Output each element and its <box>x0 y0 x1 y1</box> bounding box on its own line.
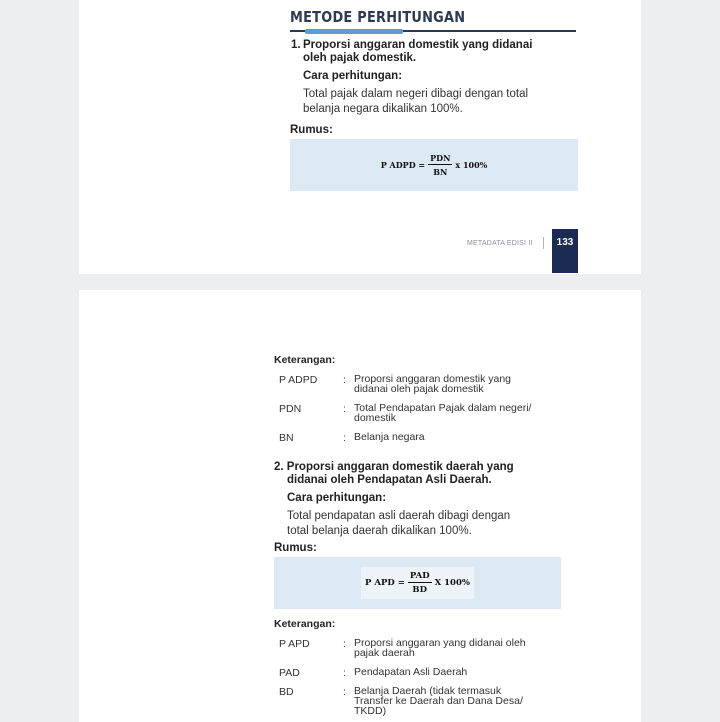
term-separator: : <box>343 432 346 444</box>
calc-label: Cara perhitungan: <box>287 492 387 504</box>
formula-box <box>290 139 578 191</box>
calc-text-line2: belanja negara dikalikan 100%. <box>303 103 463 115</box>
term-label: P APD <box>279 638 310 650</box>
desc-line: TKDD) <box>354 705 387 717</box>
term-description <box>354 638 564 658</box>
item-title-line2: oleh pajak domestik. <box>303 52 417 64</box>
term-label: PAD <box>279 667 300 679</box>
term-description <box>354 686 564 716</box>
item-title-line1: Proporsi anggaran domestik yang didanai <box>303 39 533 51</box>
term-label: P ADPD <box>279 374 318 386</box>
formula-rhs: X 100% <box>434 578 470 588</box>
formula-denominator: BN <box>433 167 448 177</box>
desc-line: Belanja negara <box>354 431 425 443</box>
item-number: 1. <box>291 39 301 51</box>
calc-text-line1: Total pendapatan asli daerah dibagi dengan <box>287 510 511 522</box>
desc-line: Total Pendapatan Pajak dalam negeri/ <box>354 402 532 414</box>
desc-line: Proporsi anggaran domestik yang <box>354 373 512 385</box>
term-label: PDN <box>279 403 302 415</box>
formula-fraction <box>428 153 452 177</box>
calc-text-line2: total belanja daerah dikalikan 100%. <box>287 525 472 537</box>
formula-lhs: P APD = <box>365 578 405 588</box>
formula-box <box>274 557 561 609</box>
rumus-label: Rumus: <box>274 542 317 554</box>
formula <box>290 139 578 191</box>
term-description <box>354 667 564 677</box>
page-number-badge: 133 <box>552 229 578 273</box>
desc-line: didanai oleh pajak domestik <box>354 383 484 395</box>
formula-lhs: P ADPD = <box>380 160 426 170</box>
term-separator: : <box>343 667 346 679</box>
term-separator: : <box>343 403 346 415</box>
section-heading: METODE PERHITUNGAN <box>290 8 466 26</box>
document-page-134 <box>79 290 641 722</box>
formula-inner <box>361 567 474 599</box>
desc-line: Proporsi anggaran yang didanai oleh <box>354 637 526 649</box>
document-page-133 <box>79 0 641 274</box>
desc-line: pajak daerah <box>354 647 415 659</box>
term-label: BD <box>279 686 294 698</box>
term-label: BN <box>279 432 294 444</box>
footer-divider <box>543 237 544 249</box>
formula <box>274 557 561 609</box>
heading-accent-bar <box>305 29 403 34</box>
formula-denominator: BD <box>412 585 427 595</box>
formula-rhs: x 100% <box>455 160 488 170</box>
formula-fraction <box>408 571 432 595</box>
keterangan-label: Keterangan: <box>274 618 336 630</box>
formula-numerator: PDN <box>430 153 451 163</box>
term-separator: : <box>343 638 346 650</box>
term-description <box>354 403 564 423</box>
item-title-line2: didanai oleh Pendapatan Asli Daerah. <box>287 474 492 486</box>
item-title-line1: 2. Proporsi anggaran domestik daerah yang <box>274 461 514 473</box>
calc-label: Cara perhitungan: <box>303 70 403 82</box>
term-separator: : <box>343 374 346 386</box>
term-description <box>354 374 564 394</box>
formula-numerator: PAD <box>409 571 430 581</box>
term-separator: : <box>343 686 346 698</box>
footer-edition: METADATA EDISI II <box>467 240 533 247</box>
desc-line: Belanja Daerah (tidak termasuk <box>354 685 502 697</box>
rumus-label: Rumus: <box>290 124 333 136</box>
desc-line: Transfer ke Daerah dan Dana Desa/ <box>354 695 523 707</box>
term-description <box>354 432 564 442</box>
calc-text-line1: Total pajak dalam negeri dibagi dengan total <box>303 88 529 100</box>
desc-line: Pendapatan Asli Daerah <box>354 666 468 678</box>
desc-line: domestik <box>354 412 397 424</box>
keterangan-label: Keterangan: <box>274 354 336 366</box>
